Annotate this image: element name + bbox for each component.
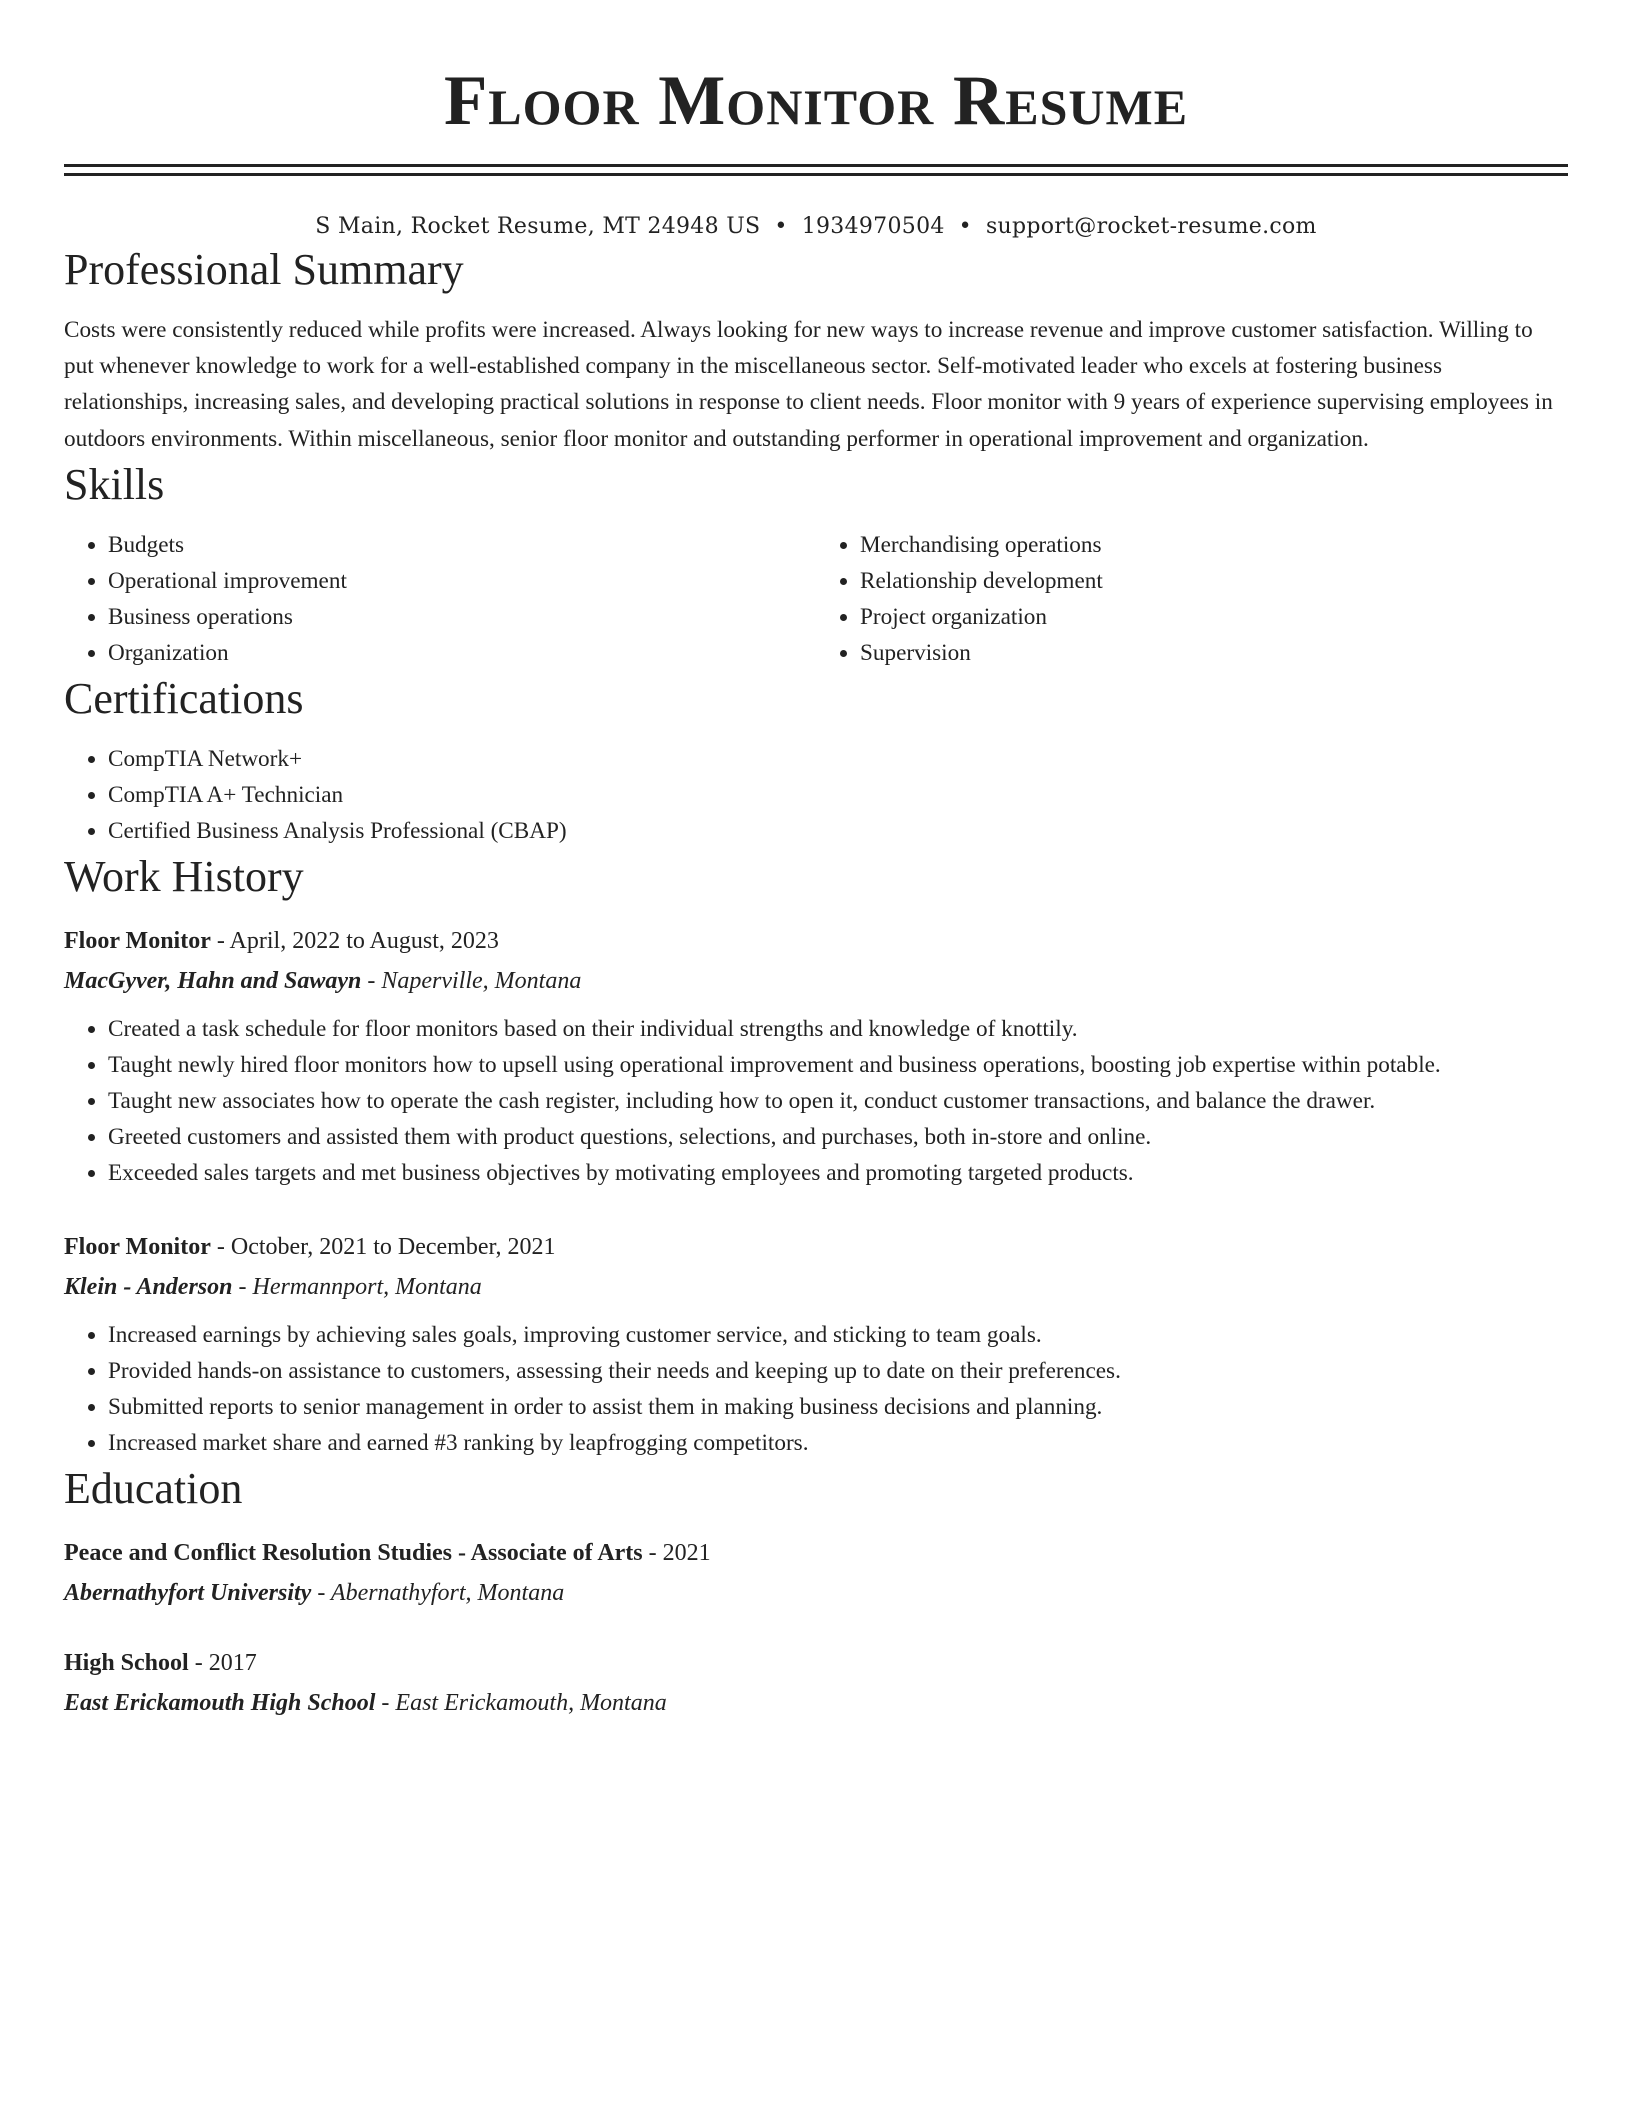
resume-title: Floor Monitor Resume	[443, 62, 1189, 140]
education-year: 2017	[208, 1649, 257, 1676]
dash: -	[210, 1233, 231, 1260]
dash: -	[375, 1689, 396, 1716]
skill-item: • Operational improvement	[108, 563, 816, 599]
job-company: Klein - Anderson	[64, 1273, 233, 1300]
skill-item: • Relationship development	[860, 563, 1568, 599]
dash: -	[210, 927, 230, 954]
job-bullet: • Exceeded sales targets and met business objectives by motivating employees and promoting targeted products.	[108, 1155, 1568, 1191]
dash: -	[232, 1273, 253, 1300]
certifications-list	[64, 741, 1568, 849]
education-school: East Erickamouth High School	[64, 1689, 376, 1716]
skills-columns	[64, 527, 1568, 671]
job-dates: April, 2022 to August, 2023	[229, 927, 499, 954]
job-company-line	[64, 1267, 1568, 1307]
education-degree-line	[64, 1533, 1568, 1573]
title-divider-top	[64, 164, 1568, 167]
contact-phone: 1934970504	[801, 214, 945, 239]
skill-item: • Supervision	[860, 635, 1568, 671]
job-location: Naperville, Montana	[381, 967, 582, 994]
education-year: 2021	[662, 1539, 711, 1566]
job-title: Floor Monitor	[64, 1233, 211, 1260]
job-bullet: • Created a task schedule for floor monitors based on their individual strengths and knowledge of knottily.	[108, 1011, 1568, 1047]
certification-item: • CompTIA Network+	[108, 741, 1568, 777]
education-school-line	[64, 1573, 1568, 1613]
work-history-heading: Work History	[64, 851, 304, 901]
contact-email[interactable]: support@rocket-resume.com	[985, 214, 1317, 239]
education-entry	[64, 1533, 1568, 1613]
certification-item: • CompTIA A+ Technician	[108, 777, 1568, 813]
contact-separator: •	[958, 214, 972, 239]
education-school-line	[64, 1683, 1568, 1723]
job-title: Floor Monitor	[64, 927, 211, 954]
education-school: Abernathyfort University	[64, 1579, 312, 1606]
job-bullets	[64, 1317, 1568, 1461]
education-degree: Peace and Conflict Resolution Studies - Associate of Arts	[64, 1539, 643, 1566]
summary-heading: Professional Summary	[64, 245, 464, 294]
job-bullet: • Submitted reports to senior management in order to assist them in making business decisions and planning.	[108, 1389, 1568, 1425]
education-entry	[64, 1643, 1568, 1723]
education-heading: Education	[64, 1463, 243, 1513]
job-bullet: • Provided hands-on assistance to customers, assessing their needs and keeping up to date on their preferences.	[108, 1353, 1568, 1389]
certifications-heading: Certifications	[64, 673, 304, 723]
title-divider-bottom	[64, 173, 1568, 176]
job-bullet: • Greeted customers and assisted them with product questions, selections, and purchases, both in-store and online.	[108, 1119, 1568, 1155]
skills-list-right	[816, 527, 1568, 671]
skill-item: • Budgets	[108, 527, 816, 563]
job-location: Hermannport, Montana	[252, 1273, 482, 1300]
job-company-line	[64, 961, 1568, 1001]
education-degree: High School	[64, 1649, 189, 1676]
skills-heading: Skills	[64, 459, 165, 509]
contact-line	[64, 212, 1568, 242]
skill-item: • Business operations	[108, 599, 816, 635]
job-entry	[64, 1227, 1568, 1461]
job-company: MacGyver, Hahn and Sawayn	[64, 967, 362, 994]
dash: -	[188, 1649, 209, 1676]
dash: -	[361, 967, 382, 994]
dash: -	[642, 1539, 663, 1566]
summary-text: Costs were consistently reduced while profits were increased. Always looking for new ways to increase revenue and improve customer satisfaction. Willing to put whenever knowledge to work for a well-established company in the miscellaneous sector. Self-motivated leader who excels at fostering business relationships, increasing sales, and developing practical solutions in response to client needs. Floor monitor with 9 years of experience supervising employees in outdoors environments. Within miscellaneous, senior floor monitor and outstanding performer in operational improvement and organization.	[64, 317, 1553, 452]
skill-item: • Organization	[108, 635, 816, 671]
skill-item: • Merchandising operations	[860, 527, 1568, 563]
job-title-line	[64, 1227, 1568, 1267]
job-bullet: • Increased earnings by achieving sales goals, improving customer service, and sticking to team goals.	[108, 1317, 1568, 1353]
education-location: East Erickamouth, Montana	[395, 1689, 667, 1716]
education-location: Abernathyfort, Montana	[330, 1579, 565, 1606]
job-title-line	[64, 921, 1568, 961]
job-dates: October, 2021 to December, 2021	[230, 1233, 556, 1260]
contact-separator: •	[774, 214, 788, 239]
contact-address: S Main, Rocket Resume, MT 24948 US	[315, 214, 761, 239]
certification-item: • Certified Business Analysis Professional (CBAP)	[108, 813, 1568, 849]
job-bullet: • Taught new associates how to operate the cash register, including how to open it, conduct customer transactions, and balance the drawer.	[108, 1083, 1568, 1119]
job-entry	[64, 921, 1568, 1191]
dash: -	[311, 1579, 331, 1606]
job-bullet: • Taught newly hired floor monitors how to upsell using operational improvement and business operations, boosting job expertise within potable.	[108, 1047, 1568, 1083]
job-bullets	[64, 1011, 1568, 1191]
skills-list-left	[64, 527, 816, 671]
education-degree-line	[64, 1643, 1568, 1683]
skill-item: • Project organization	[860, 599, 1568, 635]
job-bullet: • Increased market share and earned #3 ranking by leapfrogging competitors.	[108, 1425, 1568, 1461]
